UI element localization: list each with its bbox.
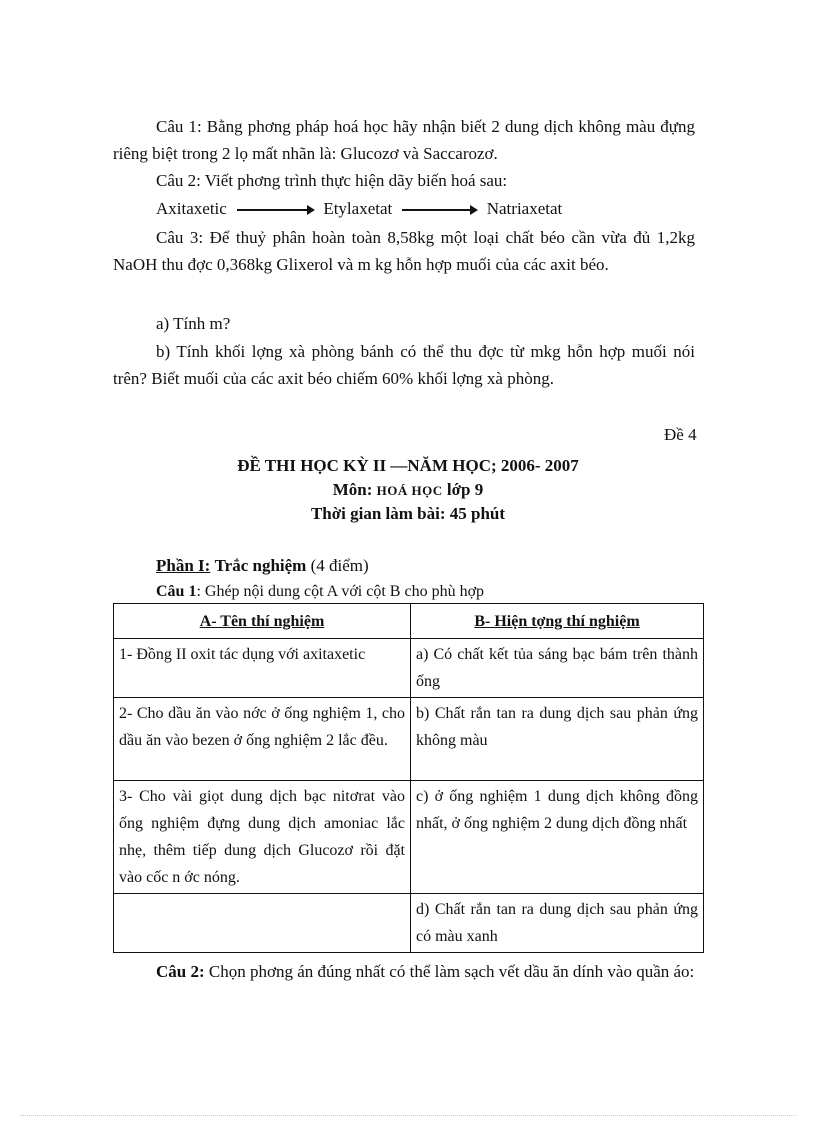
table-cell: a) Có chất kết tủa sáng bạc bám trên thành ống [411, 639, 704, 698]
table-cell: d) Chất rắn tan ra dung dịch sau phản ứng có màu xanh [411, 894, 704, 953]
exam-title: ĐỀ THI HỌC KỲ II —NĂM HỌC; 2006- 2007 [237, 456, 579, 475]
table-row [114, 698, 704, 781]
table-row [114, 894, 704, 953]
scheme-product: Natriaxetat [486, 199, 563, 218]
column-b-header: B- Hiện tợng thí nghiệm [411, 604, 704, 639]
question-3b-text: b) Tính khối lợng xà phòng bánh có thể thu đợc từ mkg hỗn hợp muối nói trên? Biết muối của các axit béo chiếm 60% khối lợng xà phòng. [113, 342, 695, 388]
question-1-text: Câu 1: Bằng phơng pháp hoá học hãy nhận biết 2 dung dịch không màu đựng riêng biệt trong 2 lọ mất nhãn là: Glucozơ và Saccarozơ. [113, 117, 695, 163]
part-1-points: (4 điểm) [310, 556, 369, 575]
grade-label: lớp 9 [446, 480, 484, 499]
subject-label: Môn: [332, 480, 373, 499]
arrow-right-icon [402, 209, 476, 211]
subject-name: HOÁ HỌC [376, 483, 443, 498]
matching-table [113, 603, 704, 953]
reaction-scheme [156, 195, 562, 222]
arrow-right-icon [237, 209, 313, 211]
question-2-instruction: Chọn phơng án đúng nhất có thể làm sạch vết dầu ăn dính vào quần áo: [208, 962, 695, 981]
part-1-title: Trắc nghiệm [214, 556, 307, 575]
scheme-intermediate: Etylaxetat [323, 199, 393, 218]
scheme-reactant: Axitaxetic [156, 199, 227, 218]
question-2-label: Câu 2: [156, 962, 205, 981]
question-1-instruction: : Ghép nội dung cột A với cột B cho phù hợp [196, 583, 485, 600]
column-a-header: A- Tên thí nghiệm [114, 604, 411, 639]
part-1-heading [156, 552, 369, 579]
table-row [114, 781, 704, 894]
question-3-text: Câu 3: Để thuỷ phân hoàn toàn 8,58kg một loại chất béo cần vừa đủ 1,2kg NaOH thu đợc 0,368kg Glixerol và m kg hỗn hợp muối của các axit béo. [113, 228, 695, 274]
table-cell: 3- Cho vài giọt dung dịch bạc nitơrat vào ống nghiệm đựng dung dịch amoniac lắc nhẹ, thêm tiếp dung dịch Glucozơ rồi đặt vào cốc n ớc nóng. [114, 781, 411, 894]
part-1-question-2 [113, 958, 695, 985]
question-2-text: Câu 2: Viết phơng trình thực hiện dãy biến hoá sau: [156, 171, 508, 190]
table-row [114, 639, 704, 698]
table-cell: 2- Cho dầu ăn vào nớc ở ống nghiệm 1, cho dầu ăn vào bezen ở ống nghiệm 2 lắc đều. [114, 698, 411, 781]
exam-code: Đề 4 [664, 425, 697, 444]
exam-time: Thời gian làm bài: 45 phút [310, 504, 506, 523]
table-cell: c) ở ống nghiệm 1 dung dịch không đồng nhất, ở ống nghiệm 2 dung dịch đồng nhất [411, 781, 704, 894]
table-cell: 1- Đồng II oxit tác dụng với axitaxetic [114, 639, 411, 698]
page-bottom-divider [20, 1115, 796, 1116]
question-3a-text: a) Tính m? [156, 314, 231, 333]
table-header-row [114, 604, 704, 639]
part-1-question-1 [156, 580, 484, 604]
part-1-label: Phần I: [156, 556, 211, 575]
exam-subject-line [0, 478, 816, 503]
question-1-label: Câu 1 [156, 583, 197, 600]
table-cell [114, 894, 411, 953]
table-cell: b) Chất rắn tan ra dung dịch sau phản ứng không màu [411, 698, 704, 781]
